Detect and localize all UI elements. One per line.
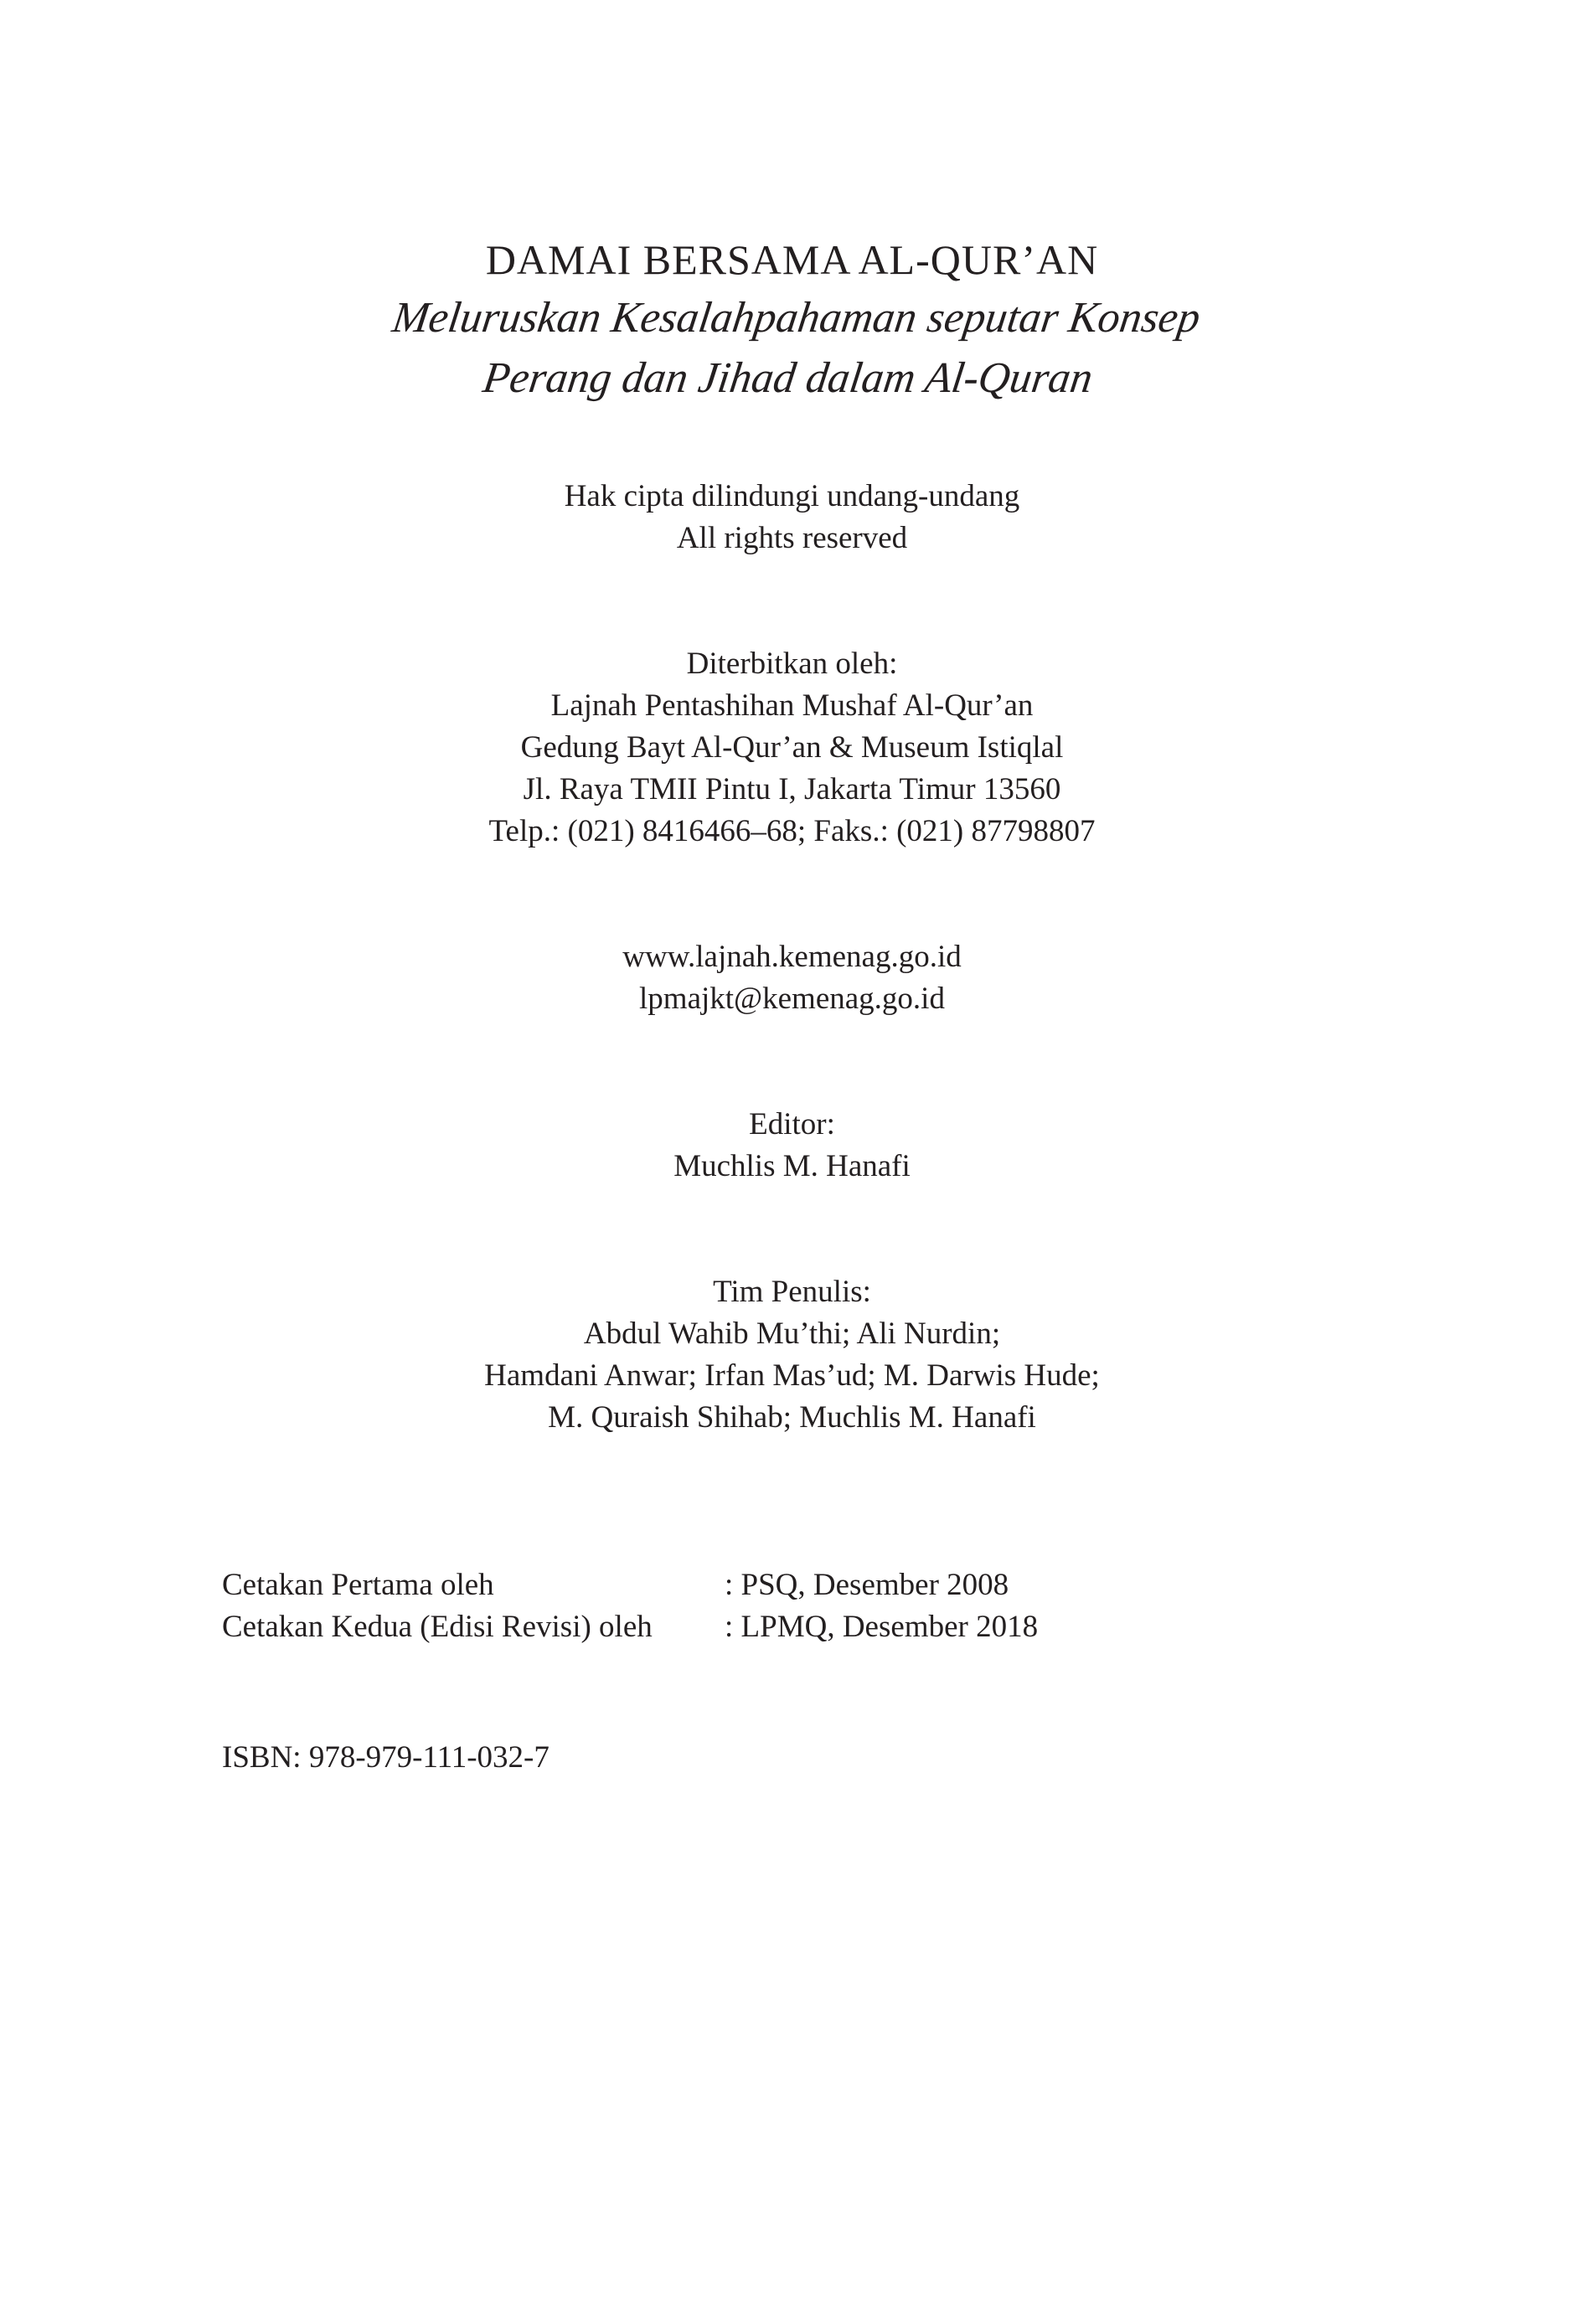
publisher-phone-fax: Telp.: (021) 8416466–68; Faks.: (021) 87798807 (488, 814, 1096, 848)
email-link[interactable]: lpmajkt@kemenag.go.id (639, 982, 945, 1016)
editor-name: Muchlis M. Hanafi (673, 1149, 911, 1183)
subtitle-line: Meluruskan Kesalahpahaman seputar Konsep (389, 294, 1204, 342)
book-subtitle (0, 288, 1584, 409)
contact-info (0, 936, 1584, 1020)
publisher-label: Diterbitkan oleh: (686, 647, 898, 681)
writers-line: Abdul Wahib Mu’thi; Ali Nurdin; (583, 1317, 1001, 1351)
printing-label: Cetakan Pertama oleh (222, 1568, 494, 1602)
printing-value: : PSQ, Desember 2008 (725, 1568, 1009, 1602)
publisher-address: Jl. Raya TMII Pintu I, Jakarta Timur 13560 (523, 772, 1061, 806)
printing-value: : LPMQ, Desember 2018 (725, 1610, 1039, 1644)
website-link[interactable]: www.lajnah.kemenag.go.id (622, 940, 962, 974)
printing-row (222, 1564, 1038, 1606)
copyright-line-en: All rights reserved (676, 521, 908, 555)
copyright-notice (0, 476, 1584, 559)
book-title: DAMAI BERSAMA AL-QUR’AN (485, 236, 1099, 283)
printing-label: Cetakan Kedua (Edisi Revisi) oleh (222, 1610, 653, 1644)
writers-line: Hamdani Anwar; Irfan Mas’ud; M. Darwis Hude; (484, 1358, 1100, 1393)
copyright-line-id: Hak cipta dilindungi undang-undang (564, 479, 1020, 513)
subtitle-line: Perang dan Jihad dalam Al-Quran (480, 354, 1096, 402)
publisher-name: Lajnah Pentashihan Mushaf Al-Qur’an (550, 688, 1034, 723)
editor-label: Editor: (749, 1107, 835, 1141)
writers-line: M. Quraish Shihab; Muchlis M. Hanafi (548, 1400, 1036, 1435)
printing-row (222, 1606, 1038, 1648)
writers-label: Tim Penulis: (713, 1275, 871, 1309)
writers-info (0, 1271, 1584, 1439)
printing-history (222, 1564, 1038, 1648)
editor-info (0, 1104, 1584, 1188)
publisher-info (0, 643, 1584, 853)
isbn: ISBN: 978-979-111-032-7 (222, 1740, 549, 1775)
publisher-building: Gedung Bayt Al-Qur’an & Museum Istiqlal (520, 730, 1064, 765)
